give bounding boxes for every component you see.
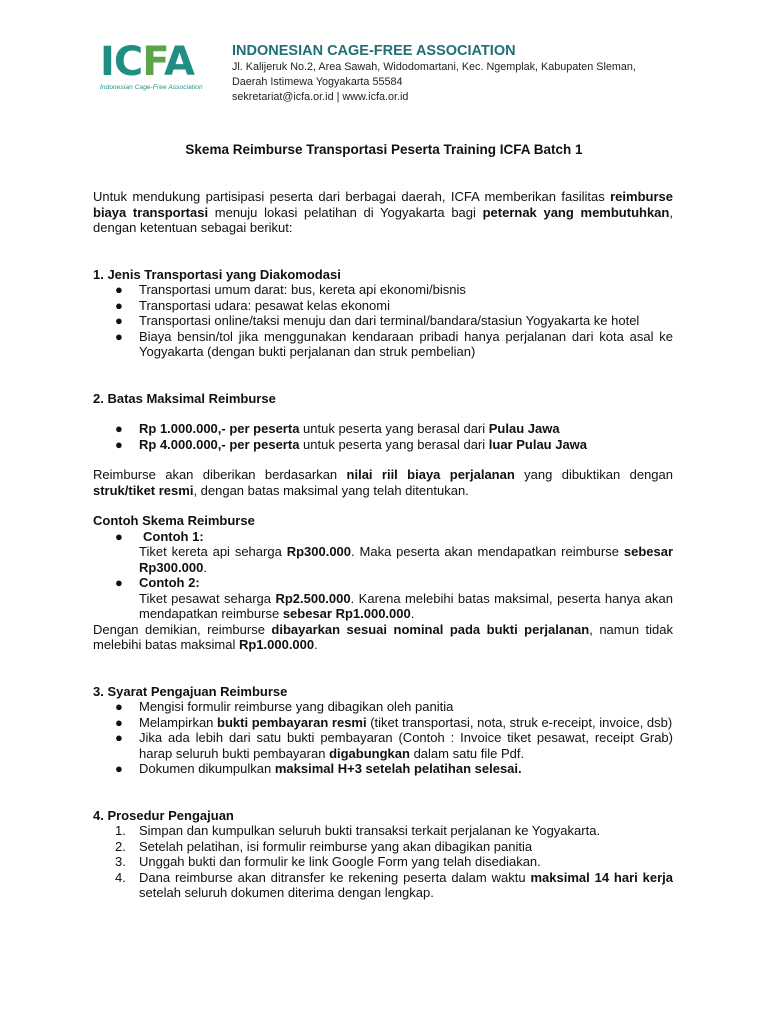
list-item-bold: maksimal 14 hari kerja [530, 869, 673, 885]
bullet-icon: ● [115, 714, 123, 730]
list-item-text: Jika ada lebih dari satu bukti pembayaran (Contoh : Invoice tiket pesawat, receipt Grab) harap seluruh bukti pembayaran [139, 730, 673, 761]
intro-bold: reimburse biaya transportasi [93, 189, 673, 220]
logo-text-a: A [163, 39, 194, 85]
list-item-text: dalam satu file Pdf. [409, 745, 525, 761]
bullet-icon: ● [115, 328, 123, 344]
example-item [93, 575, 673, 591]
intro-text: menuju lokasi pelatihan di Yogyakarta bagi [208, 204, 483, 220]
transport-list [93, 282, 673, 360]
list-item-text: Unggah bukti dan formulir ke link Google Form yang telah disediakan. [139, 854, 541, 869]
list-item [93, 761, 673, 777]
list-item [93, 730, 673, 761]
document-body [93, 189, 673, 901]
limit-text: untuk peserta yang berasal dari [299, 421, 489, 436]
conclusion-text: . [314, 637, 318, 652]
conclusion-text: Dengan demikian, reimburse [93, 621, 272, 637]
limit-region: luar Pulau Jawa [488, 436, 588, 452]
document-title: Skema Reimburse Transportasi Peserta Training ICFA Batch 1 [185, 142, 583, 157]
intro-bold: peternak yang membutuhkan [482, 204, 670, 220]
list-item-text: Transportasi online/taksi menuju dan dari terminal/bandara/stasiun Yogyakarta ke hotel [139, 313, 640, 328]
logo-text-ic: IC [100, 39, 143, 85]
logo-tagline: Indonesian Cage-Free Association [100, 84, 203, 91]
note-bold: nilai riil biaya perjalanan [346, 467, 515, 482]
limit-list [93, 421, 673, 452]
icfa-logo [100, 39, 208, 94]
list-item [93, 699, 673, 715]
list-item [93, 298, 673, 314]
list-item-bold: digabungkan [329, 745, 410, 761]
list-item-text: Dokumen dikumpulkan [139, 761, 275, 776]
examples-list [93, 529, 673, 545]
bullet-icon: ● [115, 730, 123, 745]
example-text: . Karena melebihi batas maksimal, peserta hanya akan mendapatkan reimburse [139, 590, 673, 621]
list-item [93, 839, 673, 855]
example-item [93, 529, 673, 545]
requirements-list [93, 699, 673, 777]
list-item-bold: bukti pembayaran resmi [217, 714, 367, 730]
conclusion-text: , namun tidak melebihi batas maksimal [93, 621, 674, 652]
list-number: 1. [115, 823, 126, 838]
list-item-text: Biaya bensin/tol jika menggunakan kendaraan pribadi hanya perjalanan dari kota asal ke Yogyakarta (dengan bukti perjalanan dan struk pembelian) [139, 328, 673, 359]
list-item [93, 313, 673, 329]
list-item [93, 870, 673, 901]
logo-wordmark [100, 39, 208, 85]
list-item-text: Mengisi formulir reimburse yang dibagikan oleh panitia [139, 699, 454, 714]
letterhead-info [232, 42, 702, 105]
list-item-text: Simpan dan kumpulkan seluruh bukti transaksi terkait perjalanan ke Yogyakarta. [139, 823, 601, 838]
section-4-heading: 4. Prosedur Pengajuan [93, 807, 234, 823]
intro-text: , dengan ketentuan sebagai berikut: [93, 204, 673, 235]
example-text: . [203, 559, 207, 575]
example-text: . Maka peserta akan mendapatkan reimburse [351, 544, 624, 559]
reimburse-note [93, 467, 673, 498]
note-text: , dengan batas maksimal yang telah ditentukan. [193, 482, 469, 498]
bullet-icon: ● [115, 313, 123, 328]
list-item [93, 823, 673, 839]
bullet-icon: ● [115, 761, 123, 776]
bullet-icon: ● [115, 528, 123, 544]
list-item-bold: maksimal H+3 setelah pelatihan selesai. [274, 761, 522, 776]
list-item [93, 282, 673, 298]
contact-line: sekretariat@icfa.or.id | www.icfa.or.id [232, 91, 409, 103]
list-item-text: Dana reimburse akan ditransfer ke rekening peserta dalam waktu [139, 869, 531, 885]
list-item-text: (tiket transportasi, nota, struk e-receipt, invoice, dsb) [366, 714, 673, 730]
conclusion-bold: dibayarkan sesuai nominal pada bukti perjalanan [271, 621, 590, 637]
section-2-heading: 2. Batas Maksimal Reimburse [93, 390, 276, 406]
example-bold: sebesar Rp300.000 [139, 544, 674, 575]
note-text: Reimburse akan diberikan berdasarkan [93, 467, 347, 482]
examples-list-2 [93, 575, 673, 591]
bullet-icon: ● [115, 297, 123, 313]
list-item [93, 421, 673, 437]
examples-heading: Contoh Skema Reimburse [93, 513, 255, 528]
list-item-text: Transportasi udara: pesawat kelas ekonomi [139, 297, 390, 313]
bullet-icon: ● [115, 421, 123, 436]
limit-amount: Rp 4.000.000,- per peserta [139, 436, 300, 452]
list-item [93, 437, 673, 453]
example-text: . [410, 606, 415, 621]
list-number: 3. [115, 854, 126, 869]
list-item-text: Melampirkan [139, 714, 218, 730]
note-text: yang dibuktikan dengan [514, 467, 673, 482]
limit-text: untuk peserta yang berasal dari [299, 436, 489, 452]
list-item-text: Transportasi umum darat: bus, kereta api ekonomi/bisnis [139, 282, 466, 297]
list-item [93, 715, 673, 731]
examples-conclusion [93, 622, 673, 653]
bullet-icon: ● [115, 575, 123, 590]
limit-region: Pulau Jawa [488, 421, 560, 436]
example-1-text [93, 544, 673, 575]
note-bold: struk/tiket resmi [93, 482, 194, 498]
list-item-text: Setelah pelatihan, isi formulir reimburse yang akan dibagikan panitia [139, 838, 533, 854]
example-bold: Rp2.500.000 [275, 590, 351, 606]
limit-amount: Rp 1.000.000,- per peserta [139, 421, 300, 436]
bullet-icon: ● [115, 699, 123, 714]
example-bold: Rp300.000 [286, 544, 352, 559]
section-1-heading: 1. Jenis Transportasi yang Diakomodasi [93, 266, 341, 282]
intro-text: Untuk mendukung partisipasi peserta dari berbagai daerah, ICFA memberikan fasilitas [93, 189, 611, 204]
procedure-list [93, 823, 673, 901]
example-text: Tiket pesawat seharga [139, 590, 276, 606]
conclusion-bold: Rp1.000.000 [238, 637, 315, 652]
list-number: 4. [115, 869, 126, 885]
section-3-heading: 3. Syarat Pengajuan Reimburse [93, 683, 288, 699]
example-text: Tiket kereta api seharga [139, 544, 287, 559]
example-2-text [93, 591, 673, 622]
organization-name: INDONESIAN CAGE-FREE ASSOCIATION [232, 43, 516, 59]
list-number: 2. [115, 838, 126, 854]
logo-text-f: F [142, 39, 164, 85]
list-item [93, 854, 673, 870]
example-label: Contoh 1: [143, 528, 204, 544]
example-label: Contoh 2: [139, 575, 200, 590]
intro-paragraph [93, 189, 673, 236]
bullet-icon: ● [115, 282, 123, 297]
bullet-icon: ● [115, 436, 123, 452]
list-item-text: setelah seluruh dokumen diterima dengan lengkap. [139, 885, 434, 900]
address-line-2: Daerah Istimewa Yogyakarta 55584 [232, 76, 403, 88]
example-bold: sebesar Rp1.000.000 [282, 606, 411, 621]
address-line-1: Jl. Kalijeruk No.2, Area Sawah, Widodomartani, Kec. Ngemplak, Kabupaten Sleman, [232, 61, 636, 73]
list-item [93, 329, 673, 360]
